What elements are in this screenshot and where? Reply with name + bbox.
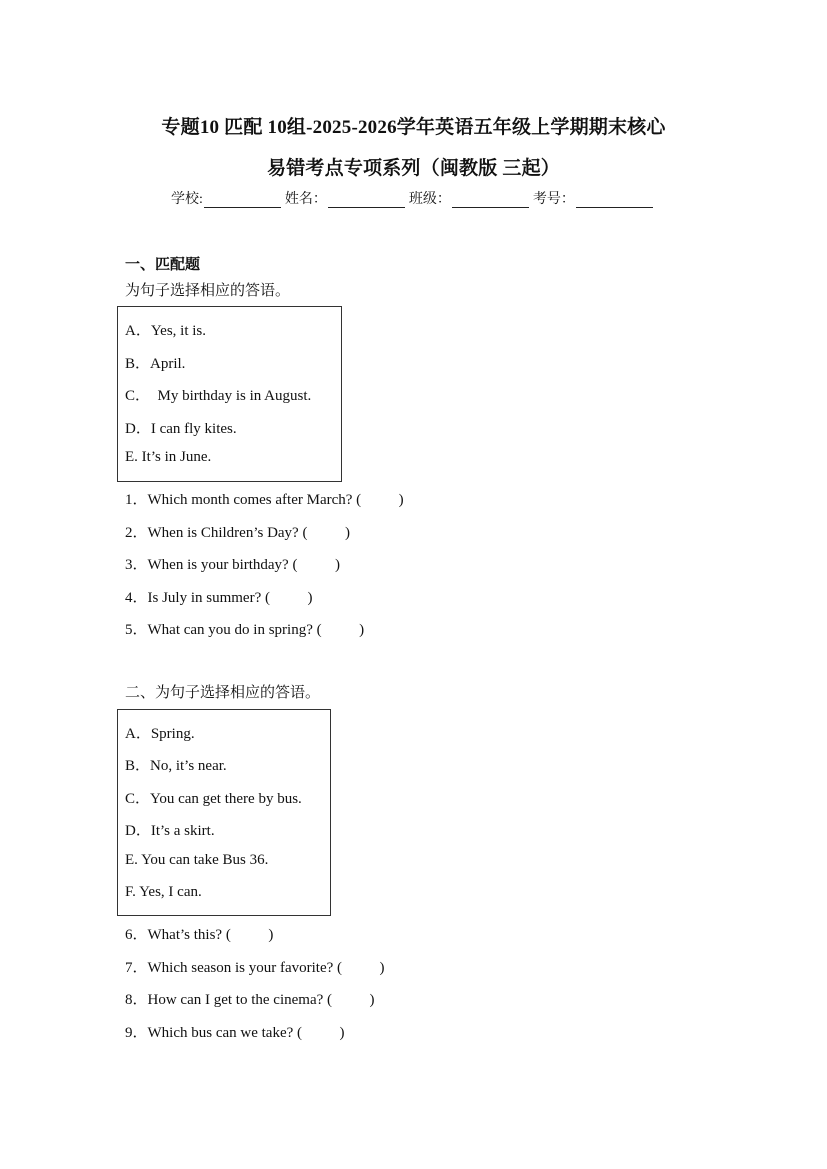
question-9: 9．Which bus can we take? ( )	[125, 1025, 345, 1041]
option-e: E. It’s in June.	[125, 449, 212, 465]
option-c: C． My birthday is in August.	[125, 388, 312, 404]
option-a: A．Spring.	[125, 726, 195, 742]
question-2: 2．When is Children’s Day? ( )	[125, 525, 350, 541]
question-4: 4．Is July in summer? ( )	[125, 590, 313, 606]
section-2-heading: 二、为句子选择相应的答语。	[125, 685, 321, 701]
name-blank[interactable]	[328, 193, 405, 208]
section-1-options-box	[117, 306, 342, 482]
question-6: 6．What’s this? ( )	[125, 927, 274, 943]
option-f: F. Yes, I can.	[125, 884, 202, 900]
option-d: D．It’s a skirt.	[125, 823, 215, 839]
question-1: 1．Which month comes after March? ( )	[125, 492, 404, 508]
option-c: C．You can get there by bus.	[125, 791, 302, 807]
option-e: E. You can take Bus 36.	[125, 852, 269, 868]
section-2-options-box	[117, 709, 331, 916]
class-blank[interactable]	[452, 193, 529, 208]
school-blank[interactable]	[204, 193, 281, 208]
option-b: B．April.	[125, 356, 186, 372]
section-1-instruction: 为句子选择相应的答语。	[125, 283, 291, 299]
question-8: 8．How can I get to the cinema? ( )	[125, 992, 375, 1008]
option-d: D．I can fly kites.	[125, 421, 237, 437]
section-1-heading: 一、匹配题	[125, 257, 201, 273]
page-title-line-1: 专题10 匹配 10组-2025-2026学年英语五年级上学期期末核心	[161, 117, 666, 138]
option-a: A．Yes, it is.	[125, 323, 206, 339]
class-label: 班级：	[408, 192, 451, 207]
page-title-line-2: 易错考点专项系列（闽教版 三起）	[267, 158, 560, 179]
question-7: 7．Which season is your favorite? ( )	[125, 960, 385, 976]
student-info-line	[171, 188, 657, 208]
exam-number-label: 考号：	[532, 192, 575, 207]
question-5: 5．What can you do in spring? ( )	[125, 622, 365, 638]
name-label: 姓名：	[284, 192, 327, 207]
question-3: 3．When is your birthday? ( )	[125, 557, 340, 573]
exam-number-blank[interactable]	[576, 193, 653, 208]
school-label: 学校:	[171, 192, 203, 207]
option-b: B．No, it’s near.	[125, 758, 227, 774]
